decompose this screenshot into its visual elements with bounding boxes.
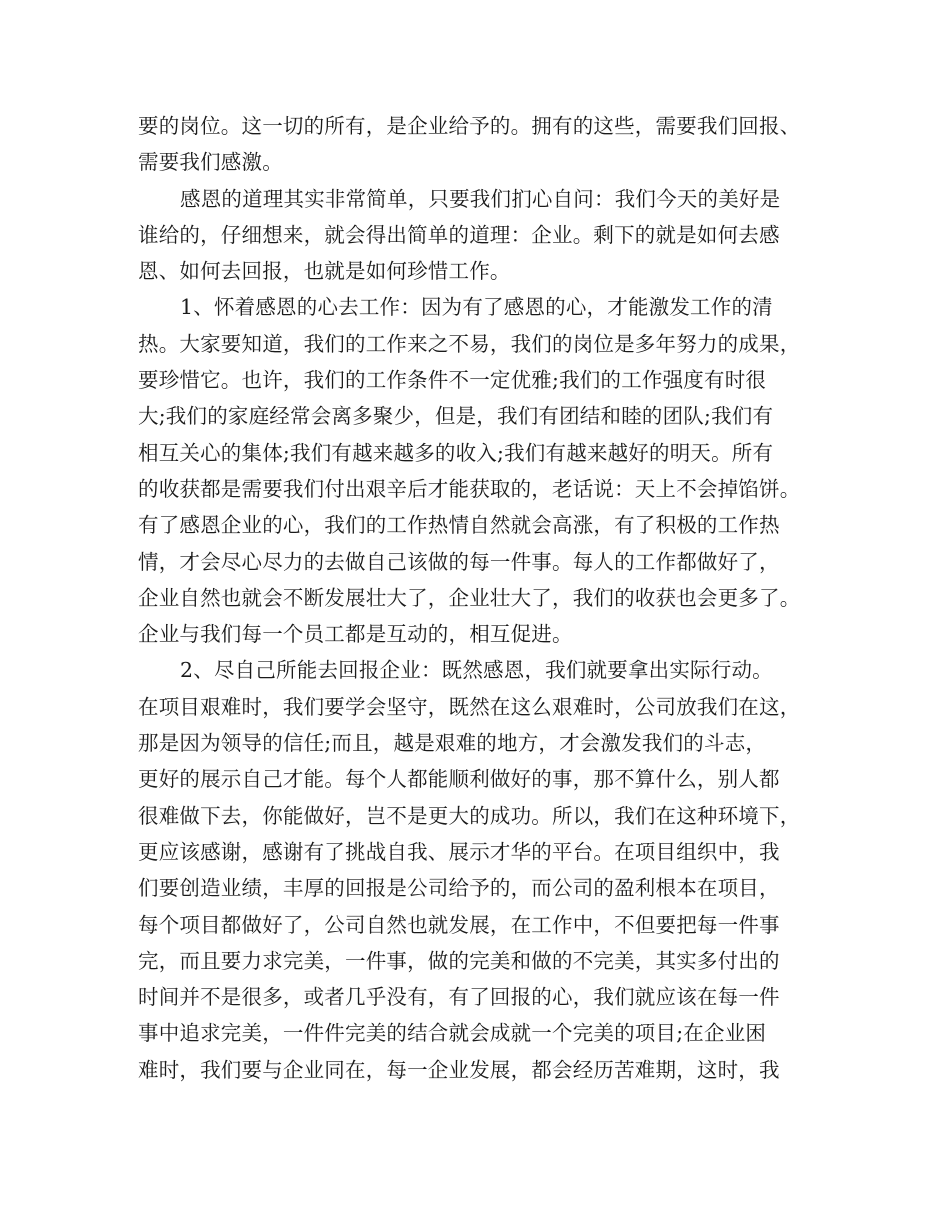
text-line: 2、尽自己所能去回报企业：既然感恩，我们就要拿出实际行动。	[180, 658, 773, 683]
text-line: 的收获都是需要我们付出艰辛后才能获取的，老话说：天上不会掉馅饼。	[138, 476, 801, 501]
text-line: 大;我们的家庭经常会离多聚少，但是，我们有团结和睦的团队;我们有	[138, 404, 774, 429]
text-line: 更好的展示自己才能。每个人都能顺利做好的事，那不算什么，别人都	[138, 767, 780, 792]
text-line: 完，而且要力求完美，一件事，做的完美和做的不完美，其实多付出的	[138, 948, 780, 973]
text-line: 时间并不是很多，或者几乎没有，有了回报的心，我们就应该在每一件	[138, 985, 780, 1010]
paragraph	[138, 108, 818, 181]
text-line: 需要我们感激。	[138, 150, 283, 175]
text-line: 那是因为领导的信任;而且，越是艰难的地方，才会激发我们的斗志，	[138, 731, 767, 756]
paragraph	[138, 181, 818, 290]
text-line: 感恩的道理其实非常简单，只要我们扪心自问：我们今天的美好是	[180, 186, 781, 211]
text-line: 1、怀着感恩的心去工作：因为有了感恩的心，才能激发工作的清	[180, 295, 773, 320]
text-line: 热。大家要知道，我们的工作来之不易，我们的岗位是多年努力的成果，	[138, 331, 801, 356]
text-line: 事中追求完美，一件件完美的结合就会成就一个完美的项目;在企业困	[138, 1021, 767, 1046]
text-line: 要的岗位。这一切的所有，是企业给予的。拥有的这些，需要我们回报、	[138, 114, 801, 138]
text-line: 有了感恩企业的心，我们的工作热情自然就会高涨，有了积极的工作热	[138, 513, 780, 538]
text-line: 企业自然也就会不断发展壮大了，企业壮大了，我们的收获也会更多了。	[138, 585, 801, 610]
text-line: 恩、如何去回报，也就是如何珍惜工作。	[138, 259, 511, 284]
text-line: 在项目艰难时，我们要学会坚守，既然在这么艰难时，公司放我们在这，	[138, 694, 801, 719]
text-line: 每个项目都做好了，公司自然也就发展，在工作中，不但要把每一件事	[138, 912, 780, 937]
text-line: 相互关心的集体;我们有越来越多的收入;我们有越来越好的明天。所有	[138, 440, 774, 465]
text-line: 情，才会尽心尽力的去做自己该做的每一件事。每人的工作都做好了，	[138, 549, 780, 574]
text-line: 很难做下去，你能做好，岂不是更大的成功。所以，我们在这种环境下，	[138, 803, 801, 828]
text-line: 难时，我们要与企业同在，每一企业发展，都会经历苦难期，这时，我	[138, 1057, 780, 1082]
text-line: 们要创造业绩，丰厚的回报是公司给予的，而公司的盈利根本在项目，	[138, 876, 780, 901]
paragraph	[138, 652, 818, 1088]
text-line: 企业与我们每一个员工都是互动的，相互促进。	[138, 622, 573, 647]
text-line: 更应该感谢，感谢有了挑战自我、展示才华的平台。在项目组织中，我	[138, 839, 780, 864]
text-line: 谁给的，仔细想来，就会得出简单的道理：企业。剩下的就是如何去感	[138, 222, 780, 247]
paragraph	[138, 289, 818, 652]
text-line: 要珍惜它。也许，我们的工作条件不一定优雅;我们的工作强度有时很	[138, 368, 767, 393]
document-body	[138, 108, 818, 1088]
